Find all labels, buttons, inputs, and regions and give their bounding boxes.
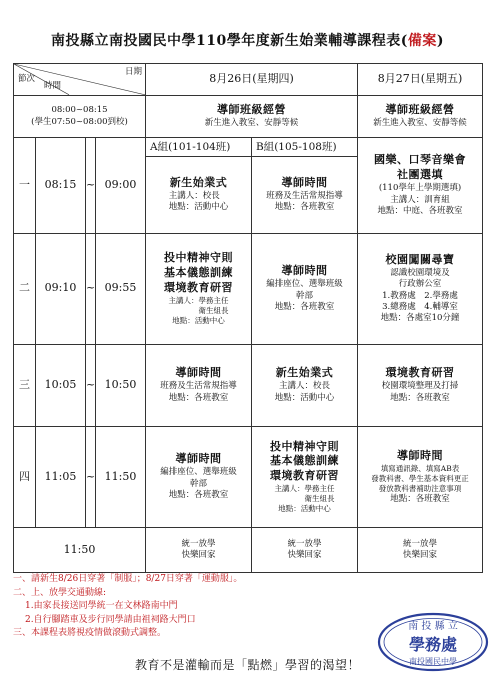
period-3: 三 [14, 344, 36, 426]
period-3-start: 10:05 [36, 344, 86, 426]
note-2a: 1.由家長接送同學統一在文林路南中門 [25, 601, 178, 611]
date-label: 日期 [124, 67, 142, 77]
period-4-end: 11:50 [96, 426, 146, 528]
group-a-header: A組(101-104班) [146, 138, 252, 157]
day2-header: 8月27日(星期五) [358, 64, 483, 96]
time-label: 時間 [44, 81, 62, 92]
header-corner [14, 64, 146, 96]
period-4: 四 [14, 426, 36, 528]
note-1: 一、請新生8/26日穿著「制服」；8/27日穿著「運動服」。 [13, 574, 243, 584]
stamp-bottom: 南投國民中學 [409, 657, 457, 666]
stamp-top: 南 投 縣 立 [408, 621, 458, 632]
period-4-tilde: ~ [86, 426, 96, 528]
schedule-table [13, 63, 483, 573]
dismissal-day2: 統一放學 快樂回家 [358, 528, 483, 573]
period-1-end: 09:00 [96, 138, 146, 233]
period-2-tilde: ~ [86, 233, 96, 344]
period-4-group-b: 投中精神守則 基本儀態訓練 環境教育研習 主講人：學務主任 衛生組長 地點：活動中心 [252, 426, 358, 528]
period-1-day2: 國樂、口琴音樂會 社團選填 (110學年上學期選填) 主講人：訓育組 地點：中庭、各班教室 [358, 138, 483, 233]
group-b-header: B組(105-108班) [252, 138, 358, 157]
page-title: 南投縣立南投國民中學110學年度新生始業輔導課程表(備案) [51, 33, 444, 49]
period-2-start: 09:10 [36, 233, 86, 344]
note-3: 三、本課程表將視疫情做滾動式調整。 [13, 628, 167, 638]
stamp-main: 學務處 [408, 635, 458, 654]
period-3-end: 10:50 [96, 344, 146, 426]
morning-day2: 導師班級經營 新生進入教室、安靜等候 [358, 95, 483, 137]
day1-header: 8月26日(星期四) [146, 64, 358, 96]
period-1-tilde: ~ [86, 138, 96, 233]
period-2-end: 09:55 [96, 233, 146, 344]
title-highlight: 備案 [407, 33, 437, 49]
period-label: 節次 [18, 74, 36, 84]
dismissal-group-a: 統一放學 快樂回家 [146, 528, 252, 573]
dismissal-group-b: 統一放學 快樂回家 [252, 528, 358, 573]
period-2: 二 [14, 233, 36, 344]
morning-day1: 導師班級經營 新生進入教室、安靜等候 [146, 95, 358, 137]
note-2: 二、上、放學交通動線: [13, 587, 107, 598]
period-3-day2: 環境教育研習 校園環境整理及打掃 地點：各班教室 [358, 344, 483, 426]
motto: 教育不是灌輸而是「點燃」學習的渴望！ [134, 658, 360, 672]
note-2b: 2.自行腳踏車及步行同學請由祖祠路大門口 [25, 614, 196, 625]
period-1-group-a: 新生始業式 主講人：校長 地點：活動中心 [146, 157, 252, 233]
morning-time: 08:00~08:15 (學生07:50~08:00到校) [14, 95, 146, 137]
period-1-start: 08:15 [36, 138, 86, 233]
period-2-day2: 校園闖關尋寶 認識校園環境及 行政辦公室 1.教務處 2.學務處 3.總務處 4.輔導室 地點：各處室10分鐘 [358, 233, 483, 344]
period-2-group-a: 投中精神守則 基本儀態訓練 環境教育研習 主講人：學務主任 衛生組長 地點：活動中心 [146, 233, 252, 344]
dismissal-time: 11:50 [14, 528, 146, 573]
period-4-day2: 導師時間 填寫通訊錄、填寫AB表 發教科書、學生基本資料更正 發放教科書補助注意事項 地點：各班教室 [358, 426, 483, 528]
period-4-start: 11:05 [36, 426, 86, 528]
period-3-group-b: 新生始業式 主講人：校長 地點：活動中心 [252, 344, 358, 426]
period-3-tilde: ~ [86, 344, 96, 426]
period-1: 一 [14, 138, 36, 233]
period-4-group-a: 導師時間 編排座位、選舉班級 幹部 地點：各班教室 [146, 426, 252, 528]
period-2-group-b: 導師時間 編排座位、選舉班級 幹部 地點：各班教室 [252, 233, 358, 344]
school-stamp [377, 612, 489, 672]
period-3-group-a: 導師時間 班務及生活常規指導 地點：各班教室 [146, 344, 252, 426]
period-1-group-b: 導師時間 班務及生活常規指導 地點：各班教室 [252, 157, 358, 233]
